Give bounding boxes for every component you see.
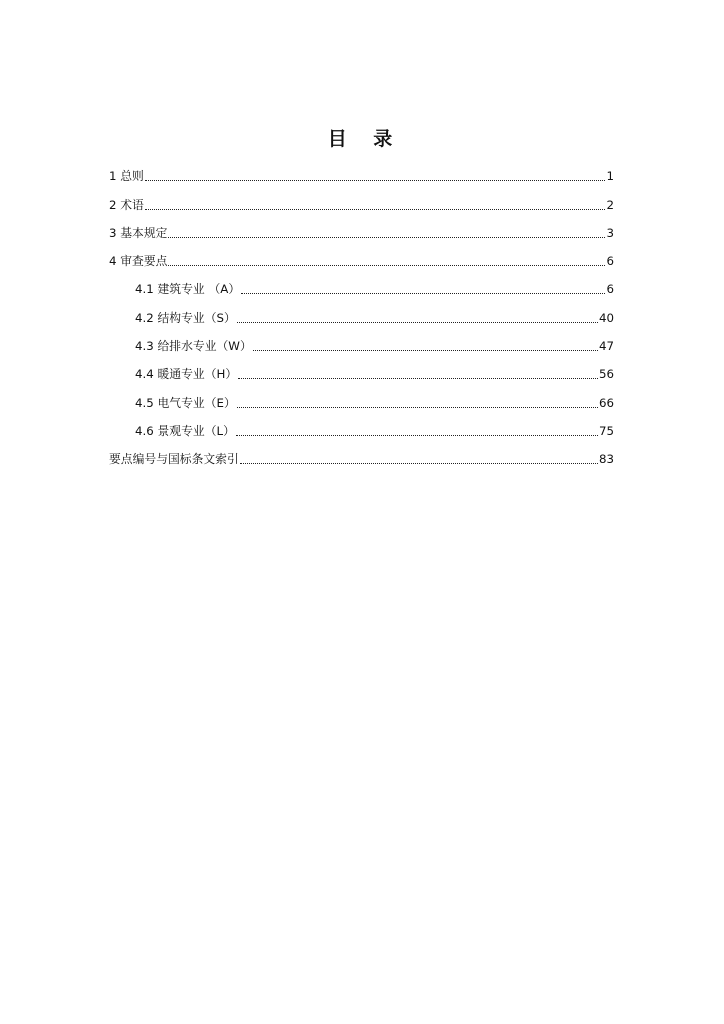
dot-leader [145, 180, 606, 181]
toc-entry-page: 6 [606, 254, 614, 269]
toc-entry-general[interactable] [109, 158, 614, 186]
toc-entry-page: 75 [598, 423, 614, 438]
toc-entry-basic-rules[interactable] [109, 215, 614, 243]
dot-leader [240, 463, 598, 464]
toc-entry-terms[interactable] [109, 186, 614, 214]
dot-leader [168, 265, 605, 266]
toc-entry-page: 47 [598, 339, 614, 354]
toc-entry-label: 4 审查要点 [109, 254, 168, 269]
toc-entry-electrical[interactable] [109, 384, 614, 412]
toc-entry-structure[interactable] [109, 299, 614, 327]
dot-leader [241, 293, 605, 294]
dot-leader [238, 378, 598, 379]
toc-entry-architecture[interactable] [109, 271, 614, 299]
toc-entry-page: 66 [598, 395, 614, 410]
toc-entry-label: 4.4 暖通专业（H） [135, 367, 238, 382]
toc-entry-label: 要点编号与国标条文索引 [109, 452, 239, 467]
toc-entry-label: 3 基本规定 [109, 225, 168, 240]
dot-leader [145, 209, 606, 210]
toc-entry-plumbing[interactable] [109, 328, 614, 356]
toc-entry-label: 4.5 电气专业（E） [135, 395, 236, 410]
toc-entry-label: 4.2 结构专业（S） [135, 310, 236, 325]
toc-entry-page: 56 [598, 367, 614, 382]
toc-entry-label: 4.3 给排水专业（W） [135, 339, 252, 354]
toc-entry-page: 40 [598, 310, 614, 325]
toc-entry-page: 1 [606, 169, 614, 184]
dot-leader [236, 435, 598, 436]
toc-entry-page: 83 [598, 452, 614, 467]
table-of-contents [109, 158, 614, 469]
toc-entry-label: 4.6 景观专业（L） [135, 423, 235, 438]
toc-entry-page: 6 [606, 282, 614, 297]
dot-leader [168, 237, 605, 238]
toc-entry-hvac[interactable] [109, 356, 614, 384]
dot-leader [237, 407, 598, 408]
toc-entry-label: 1 总则 [109, 169, 144, 184]
toc-entry-index[interactable] [109, 441, 614, 469]
toc-entry-page: 3 [606, 225, 614, 240]
dot-leader [237, 322, 598, 323]
toc-entry-label: 2 术语 [109, 197, 144, 212]
toc-entry-page: 2 [606, 197, 614, 212]
toc-entry-landscape[interactable] [109, 413, 614, 441]
toc-entry-review-points[interactable] [109, 243, 614, 271]
toc-entry-label: 4.1 建筑专业 （A） [135, 282, 241, 297]
page-title: 目 录 [327, 128, 403, 150]
dot-leader [253, 350, 598, 351]
